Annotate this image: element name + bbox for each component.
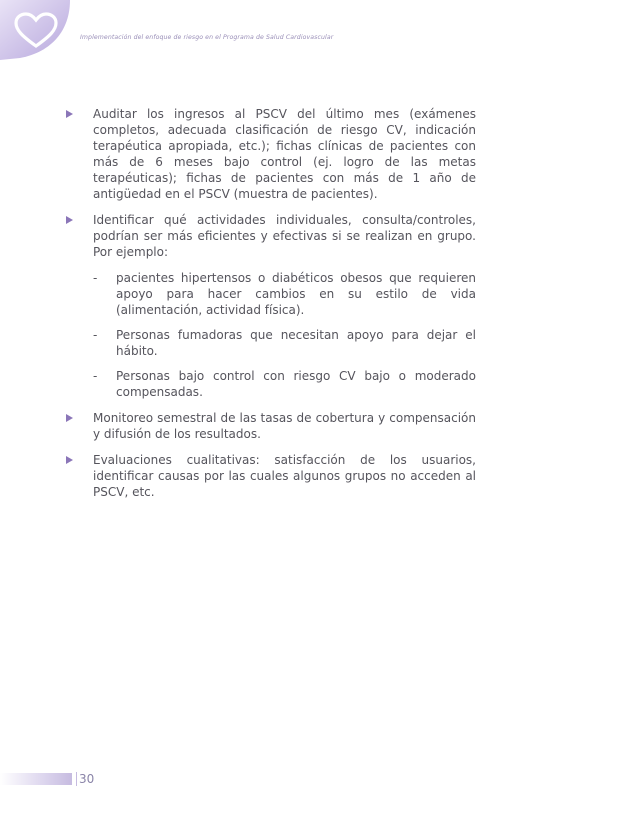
dash-marker: - (93, 328, 98, 342)
sub-list-item-text: Personas bajo control con riesgo CV bajo o moderado compensadas. (116, 369, 476, 399)
list-item (64, 410, 476, 442)
triangle-bullet-icon (66, 456, 73, 464)
triangle-bullet-icon (66, 110, 73, 118)
sub-list (93, 270, 476, 400)
main-content (64, 106, 476, 510)
running-header: Implementación del enfoque de riesgo en el Programa de Salud Cardiovascular (80, 34, 334, 41)
page-number: 30 (76, 772, 94, 786)
triangle-bullet-icon (66, 216, 73, 224)
list-item-text: Auditar los ingresos al PSCV del último mes (exámenes completos, adecuada clasificación de riesgo CV, indicación terapéutica apropiada, etc.); fichas clínicas de pacientes con más de 6 meses bajo control (ej. logro de las metas terapéuticas); fichas de pacientes con más de 1 año de antigüedad en el PSCV (muestra de pacientes). (93, 107, 476, 201)
sub-list-item (93, 327, 476, 359)
heart-logo-icon (0, 0, 72, 60)
list-item (64, 212, 476, 400)
dash-marker: - (93, 271, 98, 285)
list-item-text: Evaluaciones cualitativas: satisfacción de los usuarios, identificar causas por las cuales algunos grupos no acceden al PSCV, etc. (93, 453, 476, 499)
sub-list-item-text: pacientes hipertensos o diabéticos obesos que requieren apoyo para hacer cambios en su estilo de vida (alimentación, actividad física). (116, 271, 476, 317)
sub-list-item (93, 270, 476, 318)
triangle-bullet-icon (66, 414, 73, 422)
sub-list-item-text: Personas fumadoras que necesitan apoyo para dejar el hábito. (116, 328, 476, 358)
list-item (64, 106, 476, 202)
list-item-text: Identificar qué actividades individuales, consulta/controles, podrían ser más eficientes y efectivas si se realizan en grupo. Por ejemplo: (93, 213, 476, 259)
list-item (64, 452, 476, 500)
list-item-text: Monitoreo semestral de las tasas de cobertura y compensación y difusión de los resultados. (93, 411, 476, 441)
sub-list-item (93, 368, 476, 400)
dash-marker: - (93, 369, 98, 383)
footer-accent-bar (0, 773, 72, 785)
